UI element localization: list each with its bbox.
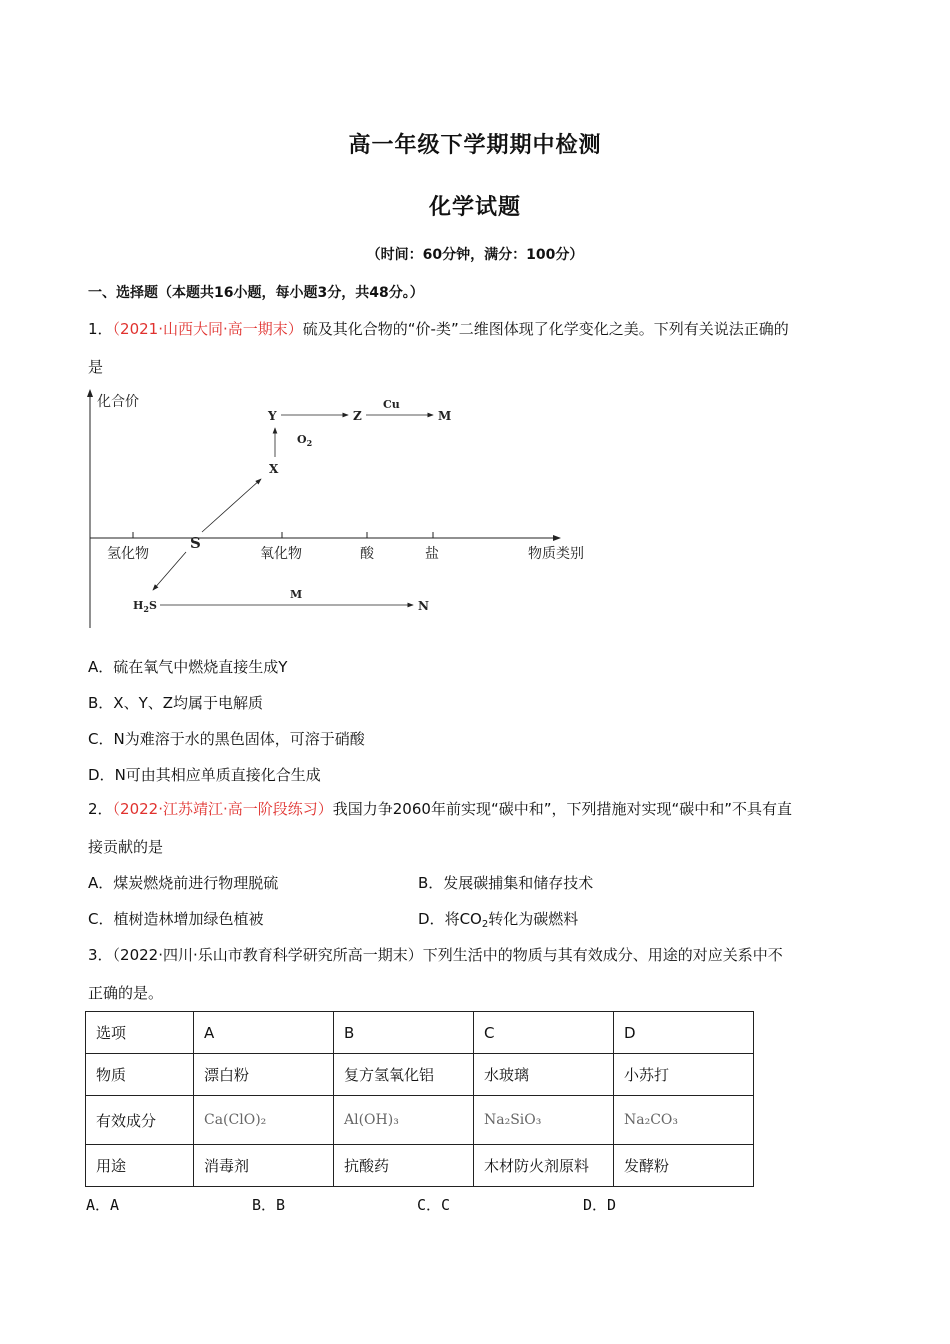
q2-option-a[interactable]: A．煤炭燃烧前进行物理脱硫 <box>88 874 279 892</box>
question-3-stem-cont: 正确的是。 <box>88 984 164 1002</box>
reagent-Cu: Cu <box>383 398 400 411</box>
x-axis-label: 物质类别 <box>528 546 584 562</box>
reagent-O2: $O_2$ <box>297 433 313 448</box>
q3-option-c[interactable]: C．C <box>417 1196 451 1214</box>
question-text: 我国力争2060年前实现“碳中和”，下列措施对实现“碳中和”不具有直 <box>332 800 793 818</box>
table-row: 用途 消毒剂 抗酸药 木材防火剂原料 发酵粉 <box>86 1145 754 1187</box>
y-axis-label: 化合价 <box>97 394 139 410</box>
question-number: 2． <box>88 800 113 818</box>
node-Z: Z <box>353 409 362 423</box>
question-3-stem <box>88 944 783 965</box>
question-2-stem-cont: 接贡献的是 <box>88 838 164 856</box>
section-heading: 一、选择题（本题共16小题，每小题3分，共48分。） <box>88 285 424 301</box>
q3-option-b[interactable]: B．B <box>252 1196 286 1214</box>
svg-text:氢化物: 氢化物 <box>107 546 149 562</box>
question-text: 下列生活中的物质与其有效成分、用途的对应关系中不 <box>422 946 783 964</box>
svg-text:酸: 酸 <box>360 546 374 562</box>
reagent-M-bottom: M <box>290 588 303 601</box>
q2-option-d[interactable]: D．将$CO_2$转化为碳燃料 <box>418 910 579 930</box>
question-number: 1． <box>88 320 113 338</box>
svg-text:氧化物: 氧化物 <box>260 546 302 562</box>
question-text: 硫及其化合物的“价-类”二维图体现了化学变化之美。下列有关说法正确的 <box>302 320 789 338</box>
table-row: 物质 漂白粉 复方氢氧化铝 水玻璃 小苏打 <box>86 1054 754 1096</box>
node-N: N <box>418 599 429 613</box>
node-X: X <box>269 462 279 476</box>
q1-option-b[interactable]: B．X、Y、Z均属于电解质 <box>88 694 264 712</box>
q1-option-d[interactable]: D．N可由其相应单质直接化合生成 <box>88 766 321 784</box>
svg-text:盐: 盐 <box>425 546 439 562</box>
q2-option-c[interactable]: C．植树造林增加绿色植被 <box>88 910 264 928</box>
node-H2S: $H_2S$ <box>133 599 157 614</box>
q3-option-d[interactable]: D．D <box>583 1196 617 1214</box>
exam-info: （时间：60分钟，满分：100分） <box>366 247 584 263</box>
question-source: （2022·江苏靖江·高一阶段练习） <box>112 800 333 818</box>
valence-class-diagram <box>85 380 605 630</box>
node-Y: Y <box>268 409 277 423</box>
question-2-stem <box>88 798 792 819</box>
q3-table <box>85 1011 754 1187</box>
question-source: （2021·山西大同·高一期末） <box>112 320 303 338</box>
q1-option-a[interactable]: A．硫在氧气中燃烧直接生成Y <box>88 658 288 676</box>
question-number: 3． <box>88 946 113 964</box>
q3-option-a[interactable]: A．A <box>86 1196 120 1214</box>
question-1-stem <box>88 318 789 339</box>
exam-subject: 化学试题 <box>428 195 521 220</box>
q1-option-c[interactable]: C．N为难溶于水的黑色固体，可溶于硝酸 <box>88 730 365 748</box>
table-row: 有效成分 Ca(ClO)₂ Al(OH)₃ Na₂SiO₃ Na₂CO₃ <box>86 1096 754 1145</box>
node-S: S <box>190 534 201 552</box>
question-source: （2022·四川·乐山市教育科学研究所高一期末） <box>112 946 423 964</box>
question-1-stem-cont: 是 <box>88 358 104 376</box>
table-row: 选项 A B C D <box>86 1012 754 1054</box>
exam-title: 高一年级下学期期中检测 <box>348 133 602 158</box>
q2-option-b[interactable]: B．发展碳捕集和储存技术 <box>418 874 594 892</box>
node-M-top: M <box>438 409 452 423</box>
